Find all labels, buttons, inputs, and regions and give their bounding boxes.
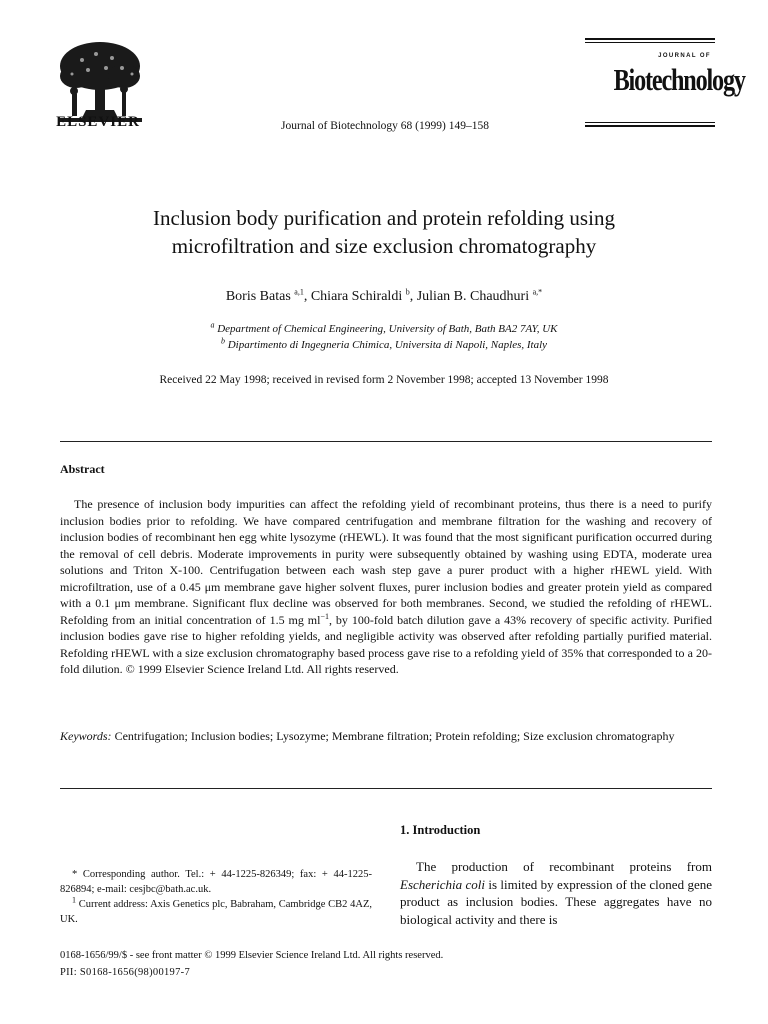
keywords [60,728,712,745]
article-title [60,204,708,260]
introduction-heading: 1. Introduction [400,823,481,837]
author-name: Julian B. Chaudhuri [416,289,530,304]
keywords-label: Keywords: [60,729,112,743]
corresponding-author-footnote: * Corresponding author. Tel.: + 44-1225-826349; fax: + 44-1225-826894; e-mail: cesjbc@bath.ac.uk. [60,869,372,895]
author-affiliation-marker: a,* [532,287,543,297]
masthead-rule-top-thin [585,42,715,43]
masthead-rule-bottom [585,125,715,127]
intro-text-after: is limited by expression of the cloned gene product as inclusion bodies. These aggregates have no biological activity and there is [400,876,712,927]
current-address-footnote [60,897,372,927]
author-affiliation-marker: b [405,287,410,297]
title-line-2: microfiltration and size exclusion chromatography [171,234,597,258]
journal-masthead [585,36,745,128]
affiliation-marker: b [220,336,225,346]
masthead-rule-top [585,38,715,40]
received-dates: Received 22 May 1998; received in revised form 2 November 1998; accepted 13 November 1998 [159,374,609,386]
divider-top [60,441,712,442]
affiliation-b [60,336,708,351]
abstract-heading: Abstract [60,462,105,476]
author-separator: , [409,289,417,304]
title-line-1: Inclusion body purification and protein refolding using [153,206,615,230]
affiliation-a [60,320,708,335]
author-name: Chiara Schiraldi [310,289,403,304]
current-address-text: Current address: Axis Genetics plc, Babraham, Cambridge CB2 4AZ, UK. [60,899,372,925]
masthead-rule-bottom-thin [585,122,715,123]
journal-prefix: JOURNAL OF [658,53,711,59]
pii-identifier: PII: S0168-1656(98)00197-7 [60,967,191,978]
abstract-text-part2: , by 100-fold batch dilution gave a 43% recovery of specific activity. Purified inclusion bodies gave rise to higher refolding yields, and negligible activity was observed after refolding partially purified material. Refolding rHEWL with a size exclusion chromatography based process gave rise to a refolding yield of 35% that corresponded to a 20-fold dilution. © 1999 Elsevier Science Ireland Ltd. All rights reserved. [60,612,712,676]
introduction-body [400,858,712,928]
journal-citation: Journal of Biotechnology 68 (1999) 149–158 [281,120,489,132]
footnotes [60,867,372,927]
affiliation-text: Dipartimento di Ingegneria Chimica, Universita di Napoli, Naples, Italy [227,339,548,351]
abstract-text-part1: The presence of inclusion body impurities can affect the refolding yield of recombinant proteins, thus there is a need to purify inclusion bodies prior to refolding. We have compared centrifugation and membrane filtration for the washing and recovery of inclusion bodies of recombinant hen egg white lysozyme (rHEWL). It was found that the most significant purification occurred during the removal of cell debris. Moderate improvements in purity were subsequently obtained by washing using EDTA, moderate urea solutions and Triton X-100. Centrifugation between each wash step gave a purer product with a higher rHEWL yield. With microfiltration, use of a 0.45 μm membrane gave higher solvent fluxes, purer inclusion bodies and greater protein yield as compared with a 0.1 μm membrane. Significant flux decline was observed for both membranes. Second, we studied the refolding of rHEWL. Refolding from an initial concentration of 1.5 mg ml [60,497,712,627]
abstract-body [60,496,712,678]
author-name: Boris Batas [225,289,291,304]
affiliation-text: Department of Chemical Engineering, University of Bath, Bath BA2 7AY, UK [217,323,558,335]
author-separator: , [303,289,311,304]
keywords-text: Centrifugation; Inclusion bodies; Lysozyme; Membrane filtration; Protein refolding; Size exclusion chromatography [111,729,675,743]
footnote-marker: 1 [72,895,76,905]
affiliation-marker: a [210,320,215,330]
publisher-name: ELSEVIER [56,114,140,130]
journal-name: Biotechnology [613,62,745,97]
species-name: Escherichia coli [400,876,485,892]
author-affiliation-marker: a,1 [294,287,304,297]
author-list [60,289,708,305]
divider-bottom [60,788,712,789]
intro-text-before: The production of recombinant proteins from [416,859,712,874]
front-matter-notice: 0168-1656/99/$ - see front matter © 1999 Elsevier Science Ireland Ltd. All rights reserved. [60,950,444,961]
unit-exponent: −1 [320,611,329,621]
